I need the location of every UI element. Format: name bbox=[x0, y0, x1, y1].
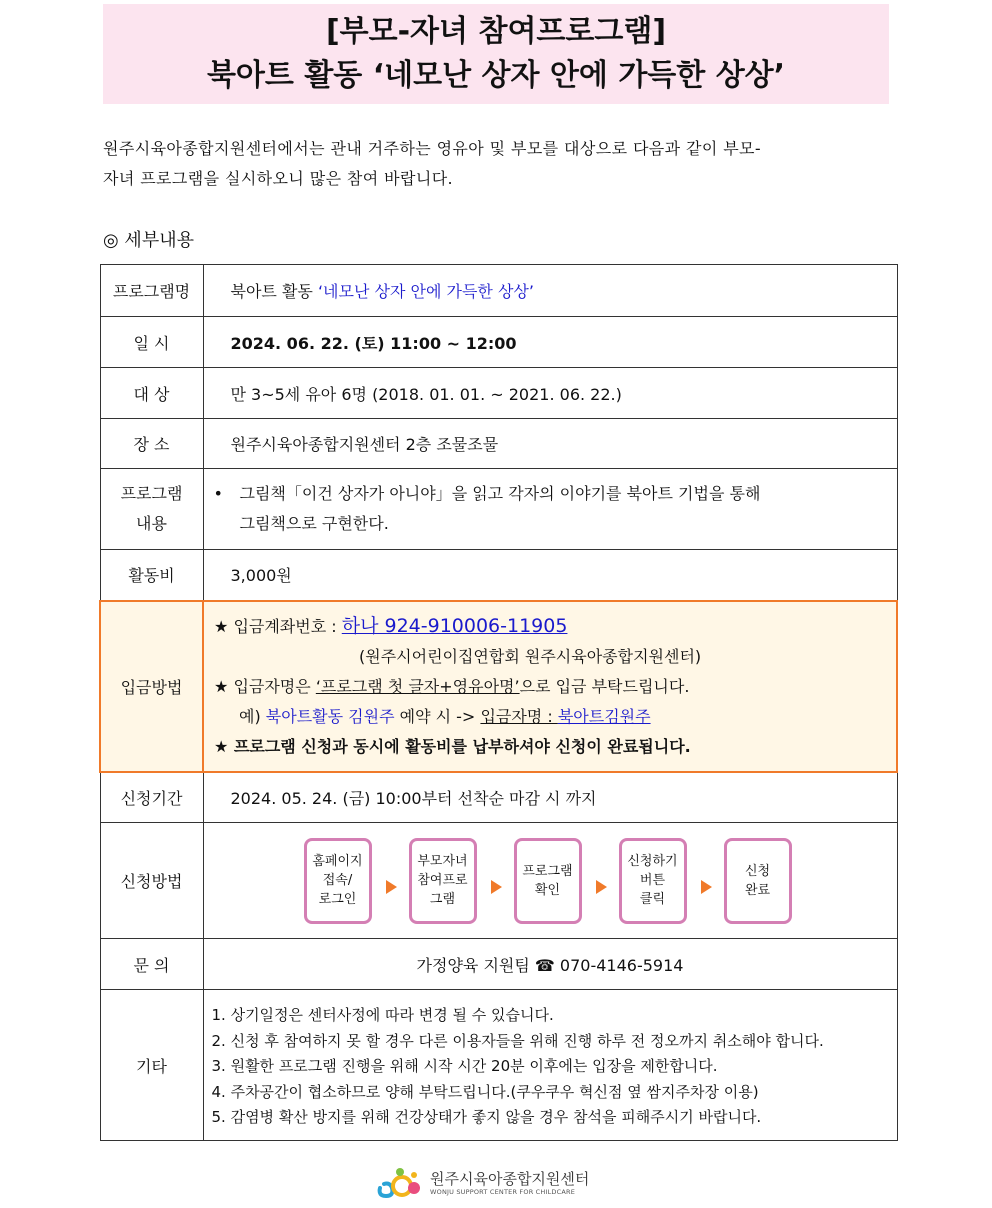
value-place: 원주시육아종합지원센터 2층 조물조물 bbox=[203, 419, 897, 469]
star-icon: ★ bbox=[214, 616, 229, 636]
row-place bbox=[100, 419, 897, 469]
title-banner bbox=[103, 4, 889, 104]
payment-depositor-line bbox=[214, 672, 886, 702]
label-program-name: 프로그램명 bbox=[100, 265, 203, 317]
footer-name-en: WONJU SUPPORT CENTER FOR CHILDCARE bbox=[430, 1188, 576, 1196]
label-content bbox=[100, 469, 203, 550]
value-content bbox=[203, 469, 897, 550]
payment-example-pre: 예) bbox=[239, 706, 266, 726]
row-etc bbox=[100, 990, 897, 1141]
row-program-name bbox=[100, 265, 897, 317]
value-payment bbox=[203, 601, 897, 772]
step-3: 프로그램 확인 bbox=[514, 838, 582, 924]
value-fee: 3,000원 bbox=[203, 550, 897, 601]
row-fee bbox=[100, 550, 897, 601]
value-target: 만 3~5세 유아 6명 (2018. 01. 01. ~ 2021. 06. 22.) bbox=[203, 368, 897, 419]
row-target bbox=[100, 368, 897, 419]
row-content bbox=[100, 469, 897, 550]
step-flow bbox=[204, 838, 897, 924]
step-4: 신청하기 버튼 클릭 bbox=[619, 838, 687, 924]
payment-account-number[interactable]: 하나 924-910006-11905 bbox=[341, 614, 568, 637]
label-period: 신청기간 bbox=[100, 772, 203, 823]
intro-paragraph bbox=[103, 134, 893, 194]
details-table bbox=[99, 264, 898, 1141]
payment-example-label: 입금자명 : bbox=[480, 706, 558, 726]
star-icon: ★ bbox=[214, 676, 229, 696]
payment-example-line bbox=[214, 702, 886, 732]
value-etc bbox=[203, 990, 897, 1141]
label-inquiry: 문 의 bbox=[100, 939, 203, 990]
program-name-title: ‘네모난 상자 안에 가득한 상상’ bbox=[317, 282, 534, 301]
center-logo-icon bbox=[376, 1166, 424, 1200]
content-bullet: • bbox=[213, 484, 223, 503]
payment-account-holder: (원주시어린이집연합회 원주시육아종합지원센터) bbox=[359, 646, 702, 666]
label-content-l2: 내용 bbox=[136, 514, 167, 533]
label-etc: 기타 bbox=[100, 990, 203, 1141]
payment-notice: 프로그램 신청과 동시에 활동비를 납부하셔야 신청이 완료됩니다. bbox=[233, 736, 691, 756]
label-target: 대 상 bbox=[100, 368, 203, 419]
step-5: 신청 완료 bbox=[724, 838, 792, 924]
label-place: 장 소 bbox=[100, 419, 203, 469]
label-fee: 활동비 bbox=[100, 550, 203, 601]
payment-example-mid: 예약 시 -> bbox=[394, 706, 481, 726]
label-method: 신청방법 bbox=[100, 823, 203, 939]
row-payment bbox=[100, 601, 897, 772]
row-period bbox=[100, 772, 897, 823]
etc-item-5: 5. 감염병 확산 방지를 위해 건강상태가 좋지 않을 경우 참석을 피해주시기 바랍니다. bbox=[211, 1108, 762, 1127]
payment-notice-line bbox=[214, 732, 886, 762]
value-program-name bbox=[203, 265, 897, 317]
label-payment: 입금방법 bbox=[100, 601, 203, 772]
payment-depositor-pre: 입금자명은 bbox=[233, 676, 316, 696]
etc-item-2: 2. 신청 후 참여하지 못 할 경우 다른 이용자들을 위해 진행 하루 전 정오까지 취소해야 합니다. bbox=[211, 1031, 824, 1050]
payment-account-label: 입금계좌번호 : bbox=[233, 616, 342, 636]
intro-line-1: 원주시육아종합지원센터에서는 관내 거주하는 영유아 및 부모를 대상으로 다음과 같이 부모- bbox=[103, 139, 762, 158]
row-method bbox=[100, 823, 897, 939]
value-datetime: 2024. 06. 22. (토) 11:00 ~ 12:00 bbox=[203, 317, 897, 368]
footer-name-ko: 원주시육아종합지원센터 bbox=[430, 1170, 590, 1188]
label-datetime: 일 시 bbox=[100, 317, 203, 368]
star-icon: ★ bbox=[214, 736, 229, 756]
title-line-2: 북아트 활동 ‘네모난 상자 안에 가득한 상상’ bbox=[206, 58, 786, 93]
program-name-prefix: 북아트 활동 bbox=[230, 282, 318, 301]
row-datetime bbox=[100, 317, 897, 368]
etc-item-3: 3. 원활한 프로그램 진행을 위해 시작 시간 20분 이후에는 입장을 제한합니다. bbox=[211, 1057, 718, 1076]
etc-item-1: 1. 상기일정은 센터사정에 따라 변경 될 수 있습니다. bbox=[211, 1006, 554, 1025]
step-2: 부모자녀 참여프로 그램 bbox=[409, 838, 477, 924]
section-heading: ◎ 세부내용 bbox=[103, 230, 194, 251]
etc-item-4: 4. 주차공간이 협소하므로 양해 부탁드립니다.(쿠우쿠우 혁신점 옆 쌈지주차장 이용) bbox=[211, 1082, 759, 1101]
payment-example-name: 북아트활동 김원주 bbox=[265, 706, 395, 726]
title-line-1: [부모-자녀 참여프로그램] bbox=[325, 14, 667, 49]
label-content-l1: 프로그램 bbox=[120, 484, 183, 503]
row-inquiry bbox=[100, 939, 897, 990]
payment-depositor-post: 으로 입금 부탁드립니다. bbox=[519, 676, 690, 696]
footer-logo bbox=[376, 1166, 589, 1200]
arrow-right-icon bbox=[491, 880, 502, 894]
content-line-2: 그림책으로 구현한다. bbox=[239, 514, 389, 533]
value-inquiry: 가정양육 지원팀 ☎ 070-4146-5914 bbox=[203, 939, 897, 990]
payment-example-depositor: 북아트김원주 bbox=[557, 706, 651, 726]
payment-account-line bbox=[214, 611, 886, 642]
arrow-right-icon bbox=[596, 880, 607, 894]
content-line-1: 그림책「이건 상자가 아니야」을 읽고 각자의 이야기를 북아트 기법을 통해 bbox=[239, 484, 761, 503]
step-1: 홈페이지 접속/ 로그인 bbox=[304, 838, 372, 924]
arrow-right-icon bbox=[386, 880, 397, 894]
value-method bbox=[203, 823, 897, 939]
payment-depositor-format: ‘프로그램 첫 글자+영유아명’ bbox=[315, 676, 520, 696]
intro-line-2: 자녀 프로그램을 실시하오니 많은 참여 바랍니다. bbox=[103, 169, 454, 188]
value-period: 2024. 05. 24. (금) 10:00부터 선착순 마감 시 까지 bbox=[203, 772, 897, 823]
arrow-right-icon bbox=[701, 880, 712, 894]
